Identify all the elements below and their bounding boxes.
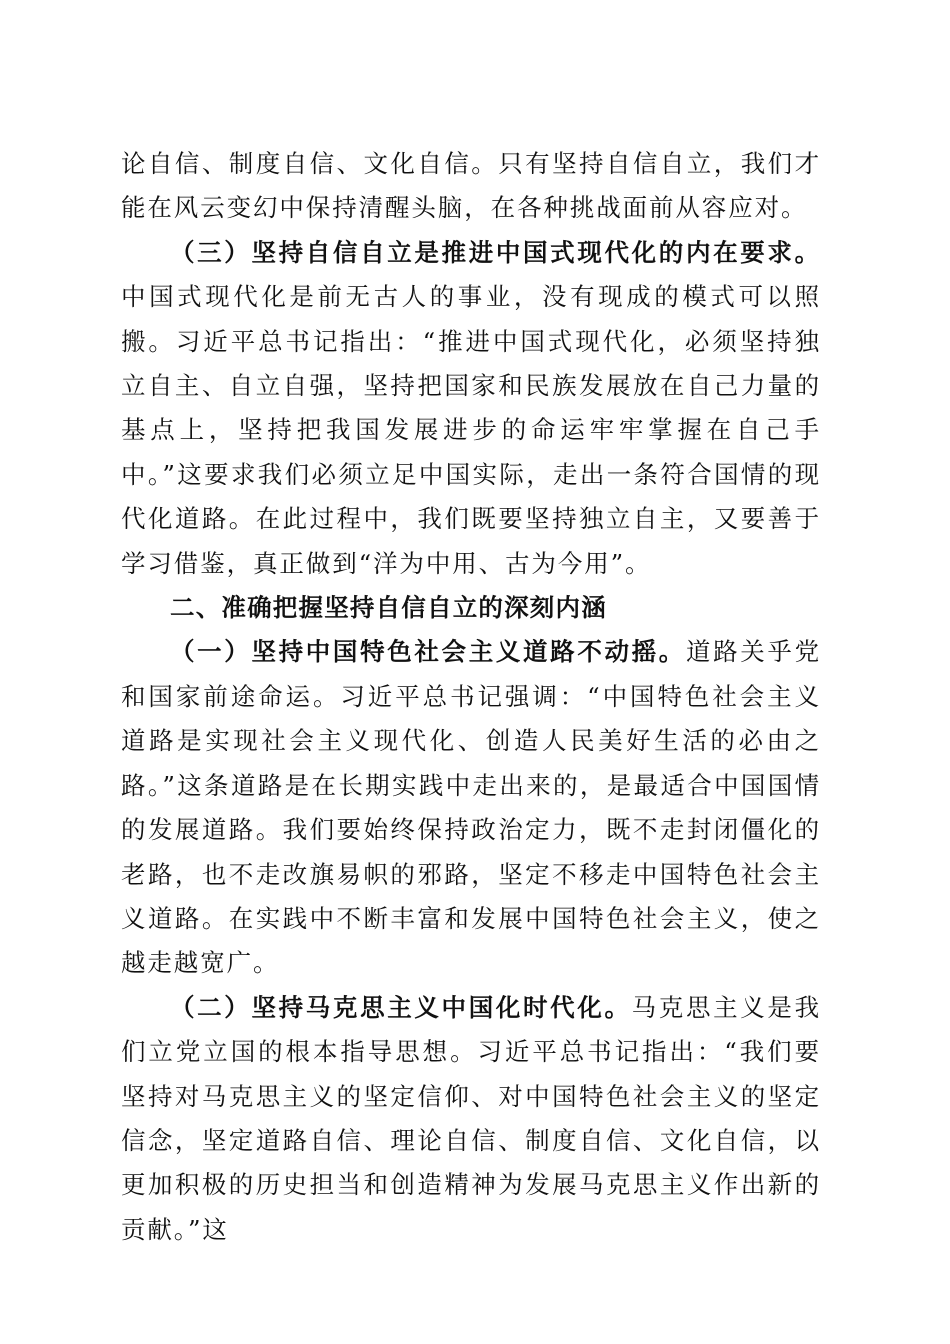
paragraph-text: 中国式现代化是前无古人的事业，没有现成的模式可以照搬。习近平总书记指出：“推进中国式现代化，必须坚持独立自主、自立自强，坚持把国家和民族发展放在自己力量的基点上，坚持把我国发展进步的命运牢牢掌握在自己手中。”这要求我们必须立足中国实际，走出一条符合国情的现代化道路。在此过程中，我们既要坚持独立自主，又要善于学习借鉴，真正做到“洋为中用、古为今用”。: [121, 282, 821, 578]
paragraph-text: 马克思主义是我们立党立国的根本指导思想。习近平总书记指出：“我们要坚持对马克思主义的坚定信仰、对中国特色社会主义的坚定信念，坚定道路自信、理论自信、制度自信、文化自信，以更加积极的历史担当和创造精神为发展马克思主义作出新的贡献。”这: [121, 992, 821, 1244]
paragraph-lead: （二）坚持马克思主义中国化时代化。: [170, 992, 632, 1022]
paragraph-lead: （三）坚持自信自立是推进中国式现代化的内在要求。: [170, 237, 821, 267]
paragraph-subsection-1: [121, 630, 821, 985]
paragraph-continuation: [121, 142, 821, 231]
paragraph-text: 论自信、制度自信、文化自信。只有坚持自信自立，我们才能在风云变幻中保持清醒头脑，在各种挑战面前从容应对。: [121, 149, 821, 223]
document-body: [121, 142, 821, 1252]
section-heading: 二、准确把握坚持自信自立的深刻内涵: [170, 593, 607, 623]
paragraph-section-3: [121, 231, 821, 586]
paragraph-text: 道路关乎党和国家前途命运。习近平总书记强调：“中国特色社会主义道路是实现社会主义现代化、创造人民美好生活的必由之路。”这条道路是在长期实践中走出来的，是最适合中国国情的发展道路。我们要始终保持政治定力，既不走封闭僵化的老路，也不走改旗易帜的邪路，坚定不移走中国特色社会主义道路。在实践中不断丰富和发展中国特色社会主义，使之越走越宽广。: [121, 637, 821, 978]
paragraph-lead: （一）坚持中国特色社会主义道路不动摇。: [170, 637, 686, 667]
paragraph-subsection-2: [121, 986, 821, 1252]
